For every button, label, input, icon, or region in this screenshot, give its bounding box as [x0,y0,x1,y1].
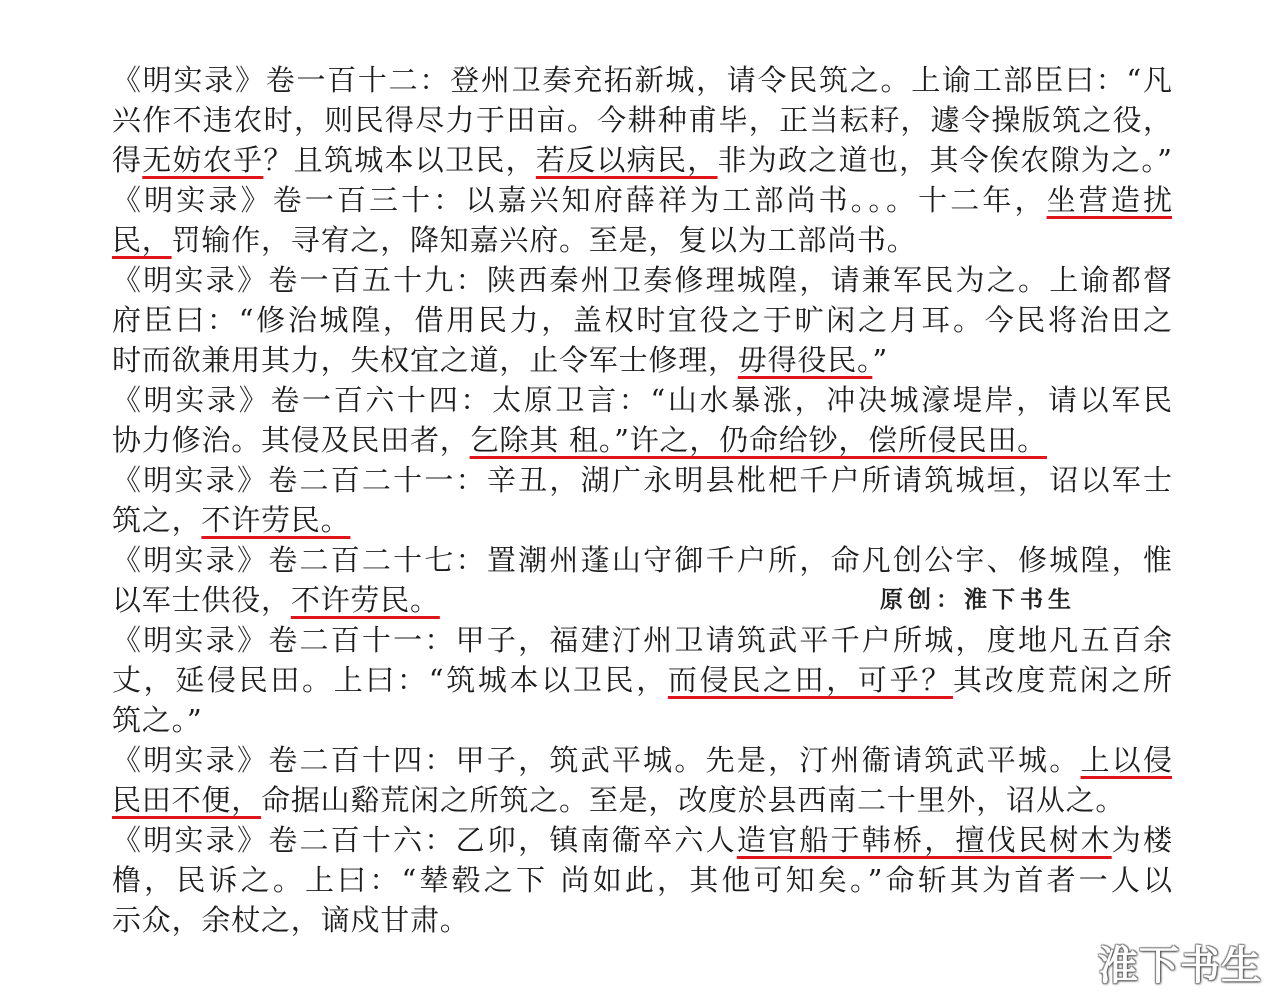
record-entry [112,60,1172,180]
text-segment: ？且筑城本以卫民， [263,143,536,177]
record-entry [112,740,1172,820]
record-entry [112,260,1172,380]
text-segment: 《明实录》卷一百三十：以嘉兴知府薛祥为工部尚书。。。十二年， [112,183,1047,217]
text-line [112,420,1172,460]
record-entry [112,180,1172,260]
text-line [112,500,1172,540]
text-segment: 《明实录》卷一百十二：登州卫奏充拓新城，请令民筑之。上谕工部臣曰：“凡 [112,63,1172,97]
text-line [112,860,1172,900]
underlined-text: 坐营造扰 [1046,183,1172,217]
text-segment: 示众，余杖之，谪戍甘肃。 [112,903,470,937]
text-line [112,900,1172,940]
underlined-text: 不许劳民。 [290,583,440,617]
record-entry [112,820,1172,940]
text-line [112,180,1172,220]
text-segment: 筑之， [112,503,202,537]
record-entry [112,540,1172,620]
underlined-text: 民， [112,223,172,257]
text-line [112,740,1172,780]
text-segment: 《明实录》卷二百二十七：置潮州蓬山守御千户所，命凡创公宇、修城隍，惟 [112,543,1172,577]
underlined-text: 不许劳民。 [201,503,351,537]
author-credit: 原创：淮下书生 [880,586,1076,613]
text-line [112,100,1172,140]
text-line [112,380,1172,420]
text-segment: 筑之。” [112,703,203,737]
record-entry [112,380,1172,460]
text-segment: 兴作不违农时，则民得尽力于田亩。今耕种甫毕，正当耘耔，遽令操版筑之役， [112,103,1172,137]
text-line [112,460,1172,500]
underlined-text: 民田不便， [112,783,262,817]
text-line [112,780,1172,820]
text-segment: 《明实录》卷一百六十四：太原卫言：“山水暴涨，冲决城濠堤岸，请以军民 [112,383,1172,417]
text-segment: ” [872,343,888,377]
text-line [112,340,1172,380]
text-segment: 其改度荒闲之所 [952,663,1172,697]
text-segment: 时而欲兼用其力，失权宜之道，止令军士修理， [112,343,738,377]
text-line [112,820,1172,860]
underlined-text: 若反以病民， [535,143,718,177]
underlined-text: 无妨农乎 [142,143,264,177]
text-segment: 府臣曰：“修治城隍，借用民力，盖权时宜役之于旷闲之月耳。今民将治田之 [112,303,1172,337]
text-line [112,260,1172,300]
text-segment: 非为政之道也，其令俟农隙为之。” [717,143,1172,177]
text-segment: 《明实录》卷二百十六：乙卯，镇南衞卒六人 [112,823,737,857]
record-entry [112,620,1172,740]
text-segment: 罚输作，寻宥之，降知嘉兴府。至是，复以为工部尚书。 [171,223,917,257]
record-entry [112,460,1172,540]
text-line [112,620,1172,660]
text-line [112,220,1172,260]
text-line [112,300,1172,340]
underlined-text: 毋得役民。 [737,343,873,377]
underlined-text: 而侵民之田，可乎？ [667,663,953,697]
text-segment: 命据山谿荒闲之所筑之。至是，改度於县西南二十里外，诏从之。 [261,783,1126,817]
text-segment: 丈，延侵民田。上曰：“筑城本以卫民， [112,663,668,697]
text-segment: 《明实录》卷一百五十九：陕西秦州卫奏修理城隍，请兼军民为之。上谕都督 [112,263,1172,297]
text-segment: 《明实录》卷二百二十一：辛丑，湖广永明县枇杷千户所请筑城垣，诏以军士 [112,463,1172,497]
text-line [112,540,1172,580]
underlined-text: 乞除其 租。”许之，仍命给钞，偿所侵民田。 [469,423,1047,457]
text-segment: 为楼 [1111,823,1172,857]
text-segment: 协力修治。其侵及民田者， [112,423,470,457]
text-segment: 橹，民诉之。上曰：“辇毂之下 尚如此，其他可知矣。”命斩其为首者一人以 [112,863,1172,897]
text-line [112,140,1172,180]
text-line [112,700,1172,740]
text-segment: 《明实录》卷二百十一：甲子，福建汀州卫请筑武平千户所城，度地凡五百余 [112,623,1172,657]
text-line [112,580,1172,620]
text-line [112,660,1172,700]
text-line [112,60,1172,100]
watermark-text: 淮下书生 [1098,943,1262,989]
text-segment: 以军士供役， [112,583,291,617]
text-segment: 得 [112,143,143,177]
text-segment: 《明实录》卷二百十四：甲子，筑武平城。先是，汀州衞请筑武平城。 [112,743,1081,777]
document-body [112,60,1172,940]
underlined-text: 上以侵 [1080,743,1172,777]
underlined-text: 造官船于韩桥，擅伐民树木 [736,823,1112,857]
